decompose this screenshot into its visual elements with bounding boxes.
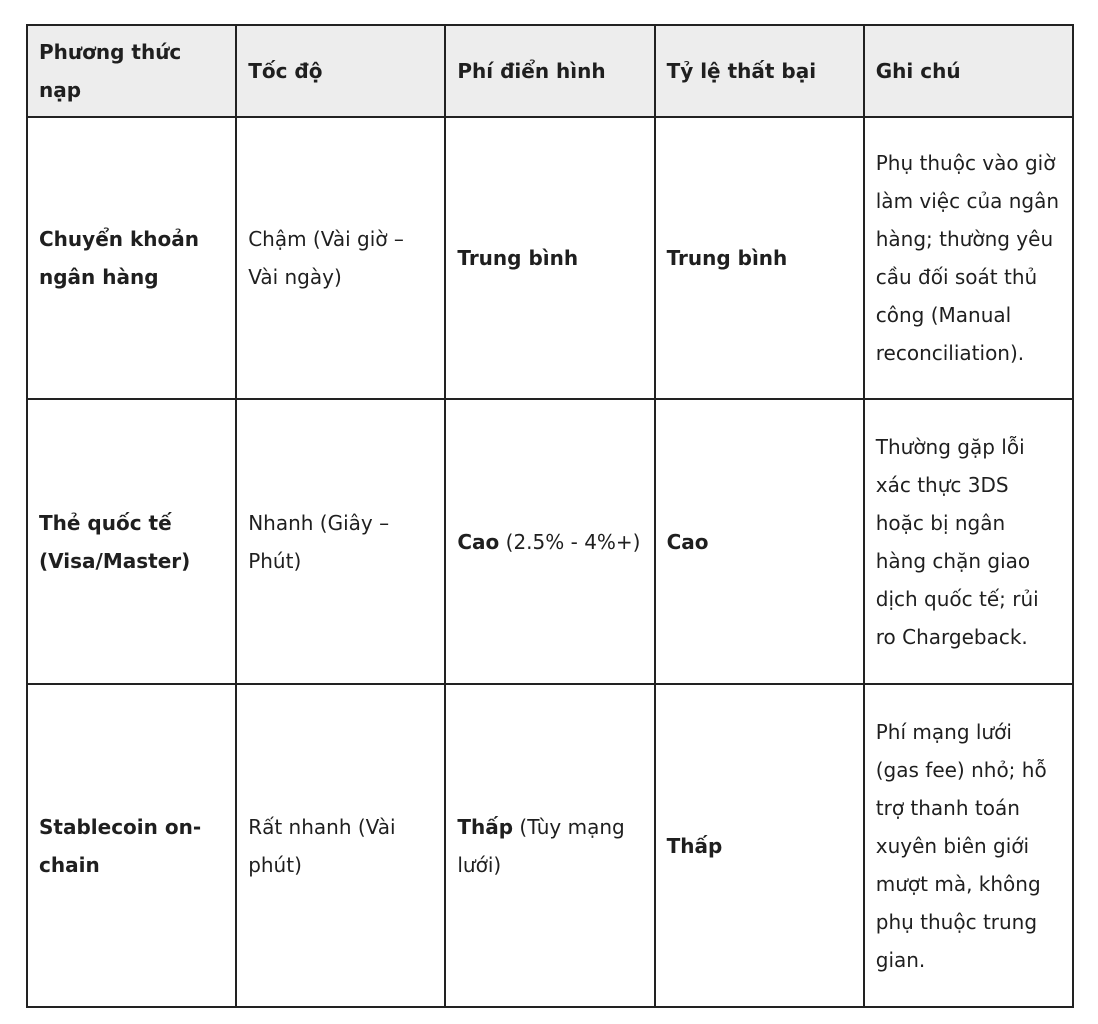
header-failure-rate: Tỷ lệ thất bại [655, 25, 864, 117]
cell-speed: Chậm (Vài giờ – Vài ngày) [236, 117, 445, 399]
failure-level: Trung bình [666, 246, 788, 270]
cell-fee [445, 117, 654, 399]
cell-method: Stablecoin on-chain [27, 684, 236, 1007]
cell-notes: Thường gặp lỗi xác thực 3DS hoặc bị ngân hàng chặn giao dịch quốc tế; rủi ro Chargeback. [864, 399, 1073, 684]
cell-method: Chuyển khoản ngân hàng [27, 117, 236, 399]
cell-speed: Rất nhanh (Vài phút) [236, 684, 445, 1007]
cell-fee [445, 684, 654, 1007]
failure-level: Thấp [666, 833, 723, 858]
table-header-row [27, 25, 1073, 117]
fee-level: Trung bình [457, 246, 579, 270]
header-notes: Ghi chú [864, 25, 1073, 117]
cell-fee [445, 399, 654, 684]
cell-speed: Nhanh (Giây – Phút) [236, 399, 445, 684]
failure-level: Cao [666, 529, 709, 554]
deposit-methods-table [26, 24, 1074, 1008]
header-fee: Phí điển hình [445, 25, 654, 117]
cell-notes: Phụ thuộc vào giờ làm việc của ngân hàng; thường yêu cầu đối soát thủ công (Manual reconciliation). [864, 117, 1073, 399]
fee-detail: (Tùy mạng lưới) [457, 814, 625, 877]
cell-notes: Phí mạng lưới (gas fee) nhỏ; hỗ trợ thanh toán xuyên biên giới mượt mà, không phụ thuộc trung gian. [864, 684, 1073, 1007]
header-speed: Tốc độ [236, 25, 445, 117]
fee-level: Cao [457, 529, 500, 554]
cell-failure-rate [655, 117, 864, 399]
fee-detail: (2.5% - 4%+) [499, 529, 641, 554]
cell-failure-rate [655, 684, 864, 1007]
table-row-international-card [27, 399, 1073, 684]
table-row-stablecoin [27, 684, 1073, 1007]
fee-level: Thấp [457, 814, 514, 839]
table-row-bank-transfer [27, 117, 1073, 399]
cell-failure-rate [655, 399, 864, 684]
header-method: Phương thức nạp [27, 25, 236, 117]
cell-method: Thẻ quốc tế (Visa/Master) [27, 399, 236, 684]
